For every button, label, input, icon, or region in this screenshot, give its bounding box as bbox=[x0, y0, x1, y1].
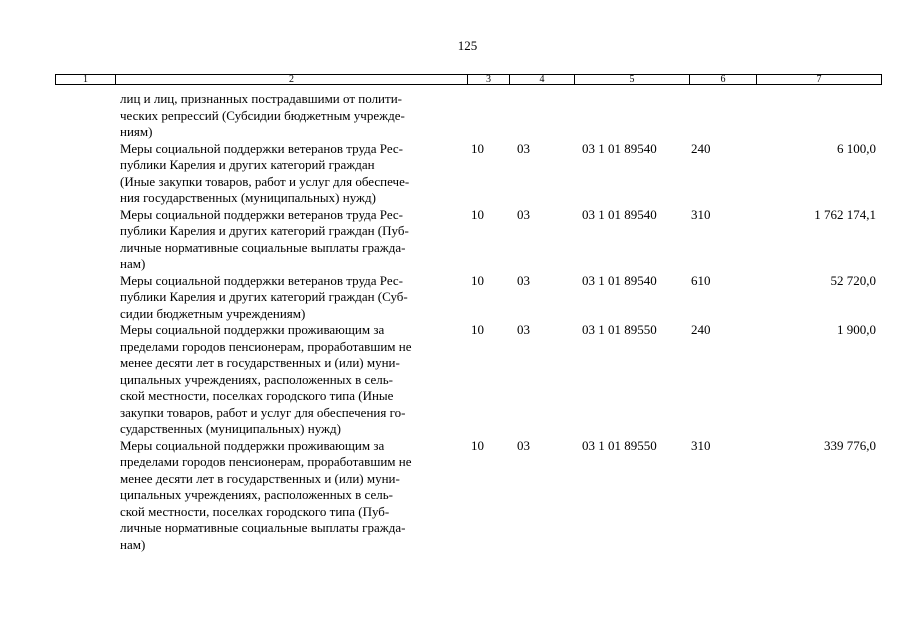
expense-type-code-cell: 240 bbox=[691, 322, 711, 337]
expense-type-code-cell: 310 bbox=[691, 206, 711, 222]
target-article-code-cell: 03 1 01 89540 bbox=[582, 140, 657, 156]
column-number-header bbox=[55, 74, 882, 85]
table-row bbox=[0, 207, 905, 273]
target-article-code-cell: 03 1 01 89540 bbox=[582, 272, 657, 288]
description-line: личные нормативные социальные выплаты гражда- bbox=[120, 239, 406, 255]
description-line: пределами городов пенсионерам, проработавшим не bbox=[120, 338, 412, 354]
table-row bbox=[0, 438, 905, 554]
description-line: ниям) bbox=[120, 124, 153, 139]
row-description bbox=[120, 141, 460, 207]
amount-cell: 1 900,0 bbox=[837, 322, 876, 337]
description-line: нам) bbox=[120, 256, 146, 271]
description-line: Меры социальной поддержки ветеранов труда Рес- bbox=[120, 206, 404, 222]
amount-cell: 1 762 174,1 bbox=[814, 206, 876, 222]
description-line: менее десяти лет в государственных и (или) муни- bbox=[120, 470, 400, 486]
page-number: 125 bbox=[457, 38, 478, 53]
row-description bbox=[120, 322, 460, 438]
row-description bbox=[120, 207, 460, 273]
description-line: Меры социальной поддержки ветеранов труда Рес- bbox=[120, 272, 404, 288]
subsection-code-cell: 03 bbox=[517, 206, 530, 222]
table-row bbox=[0, 141, 905, 207]
row-description bbox=[120, 91, 460, 141]
target-article-code-cell: 03 1 01 89550 bbox=[582, 437, 657, 453]
description-line: Меры социальной поддержки ветеранов труда Рес- bbox=[120, 140, 404, 156]
subsection-code-cell: 03 bbox=[517, 322, 530, 337]
amount-cell: 6 100,0 bbox=[837, 140, 876, 156]
description-line: публики Карелия и других категорий граждан (Пуб- bbox=[120, 223, 409, 238]
row-description bbox=[120, 438, 460, 554]
table-body bbox=[0, 91, 905, 553]
description-line: лиц и лиц, признанных пострадавшими от полити- bbox=[120, 91, 402, 106]
description-line: публики Карелия и других категорий граждан (Суб- bbox=[120, 289, 408, 304]
column-number-7: 7 bbox=[757, 75, 882, 85]
section-code-cell: 10 bbox=[471, 140, 484, 156]
amount-cell: 339 776,0 bbox=[824, 437, 876, 453]
amount-cell: 52 720,0 bbox=[830, 272, 876, 288]
description-line: менее десяти лет в государственных и (или) муни- bbox=[120, 355, 400, 370]
column-number-6: 6 bbox=[690, 75, 757, 85]
description-line: ской местности, поселках городского типа (Пуб- bbox=[120, 503, 390, 519]
row-description bbox=[120, 273, 460, 323]
target-article-code-cell: 03 1 01 89540 bbox=[582, 206, 657, 222]
description-line: Меры социальной поддержки проживающим за bbox=[120, 322, 385, 337]
description-line: (Иные закупки товаров, работ и услуг для обеспече- bbox=[120, 173, 410, 189]
description-line: сидии бюджетным учреждениям) bbox=[120, 305, 306, 321]
expense-type-code-cell: 240 bbox=[691, 140, 711, 156]
description-line: ческих репрессий (Субсидии бюджетным учрежде- bbox=[120, 107, 405, 123]
target-article-code-cell: 03 1 01 89550 bbox=[582, 322, 657, 337]
description-line: ния государственных (муниципальных) нужд) bbox=[120, 190, 376, 205]
column-number-2: 2 bbox=[116, 75, 468, 85]
table-row bbox=[0, 273, 905, 323]
table-row bbox=[0, 91, 905, 141]
subsection-code-cell: 03 bbox=[517, 437, 530, 453]
section-code-cell: 10 bbox=[471, 272, 484, 288]
description-line: ской местности, поселках городского типа (Иные bbox=[120, 388, 394, 403]
section-code-cell: 10 bbox=[471, 206, 484, 222]
expense-type-code-cell: 610 bbox=[691, 272, 711, 288]
table-row bbox=[0, 322, 905, 438]
description-line: сударственных (муниципальных) нужд) bbox=[120, 421, 341, 436]
column-number-3: 3 bbox=[468, 75, 510, 85]
description-line: нам) bbox=[120, 536, 146, 552]
description-line: пределами городов пенсионерам, проработавшим не bbox=[120, 454, 412, 469]
column-number-1: 1 bbox=[56, 75, 116, 85]
subsection-code-cell: 03 bbox=[517, 140, 530, 156]
expense-type-code-cell: 310 bbox=[691, 437, 711, 453]
description-line: ципальных учреждениях, расположенных в сель- bbox=[120, 487, 393, 502]
column-number-5: 5 bbox=[575, 75, 690, 85]
description-line: личные нормативные социальные выплаты гражда- bbox=[120, 520, 406, 535]
description-line: Меры социальной поддержки проживающим за bbox=[120, 437, 385, 453]
column-number-4: 4 bbox=[510, 75, 575, 85]
description-line: публики Карелия и других категорий граждан bbox=[120, 157, 375, 172]
description-line: закупки товаров, работ и услуг для обеспечения го- bbox=[120, 404, 406, 420]
subsection-code-cell: 03 bbox=[517, 272, 530, 288]
section-code-cell: 10 bbox=[471, 437, 484, 453]
description-line: ципальных учреждениях, расположенных в сель- bbox=[120, 371, 393, 387]
section-code-cell: 10 bbox=[471, 322, 484, 337]
